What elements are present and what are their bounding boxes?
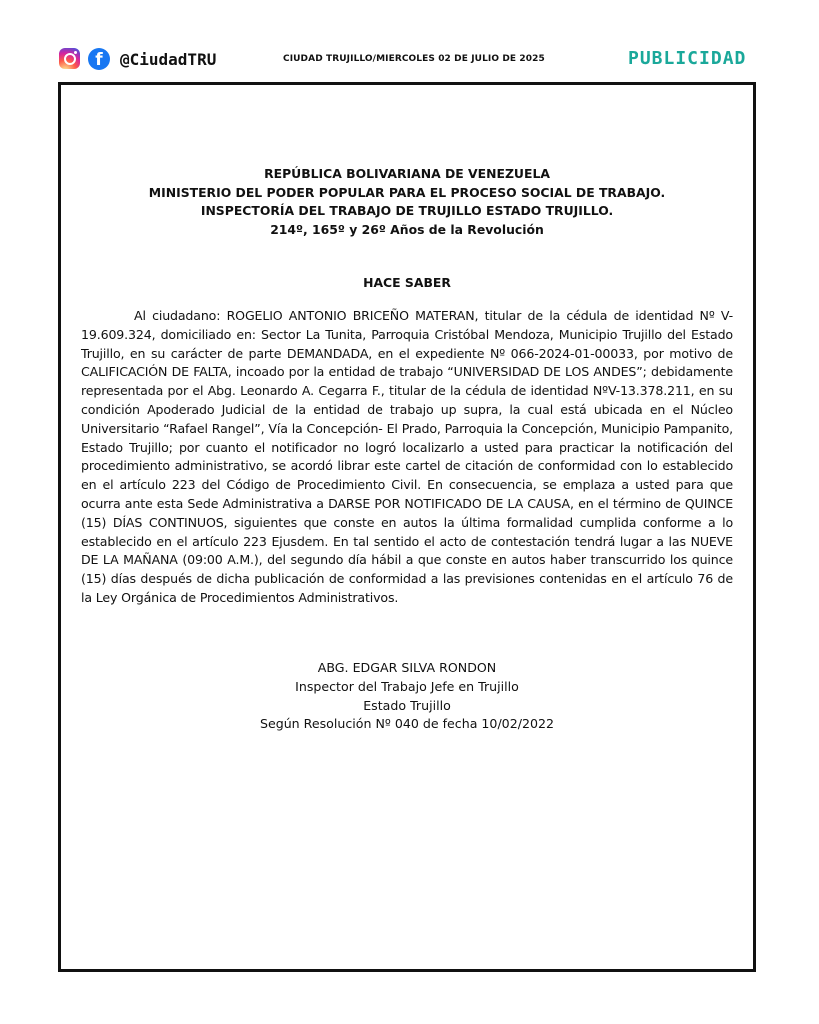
notice-box [58, 82, 756, 972]
heading-line: INSPECTORÍA DEL TRABAJO DE TRUJILLO ESTADO TRUJILLO. [200, 203, 614, 218]
page-header [0, 0, 819, 80]
heading-line: MINISTERIO DEL PODER POPULAR PARA EL PROCESO SOCIAL DE TRABAJO. [148, 184, 666, 200]
dateline: CIUDAD TRUJILLO/MIERCOLES 02 DE JULIO DE 2025 [283, 54, 545, 64]
publicidad-label: PUBLICIDAD [628, 48, 747, 69]
notice-subheading: HACE SABER [363, 275, 451, 290]
facebook-icon: f [88, 48, 110, 70]
instagram-icon [59, 48, 80, 69]
signature-title: Inspector del Trabajo Jefe en Trujillo [295, 678, 519, 694]
signature-name: ABG. EDGAR SILVA RONDON [317, 660, 497, 675]
signature-resolution: Según Resolución Nº 040 de fecha 10/02/2022 [259, 716, 555, 732]
signature-block [61, 659, 753, 734]
heading-line: REPÚBLICA BOLIVARIANA DE VENEZUELA [264, 166, 550, 181]
notice-body: Al ciudadano: ROGELIO ANTONIO BRICEÑO MATERAN, titular de la cédula de identidad Nº V-19.609.324, domiciliado en: Sector La Tunita, Parroquia Cristóbal Mendoza, Municipio Trujillo del Estado Trujillo, en su carácter de parte DEMANDADA, en el expediente Nº 066-2024-01-00033, por motivo de CALIFICACIÓN DE FALTA, incoado por la entidad de trabajo “UNIVERSIDAD DE LOS ANDES”; debidamente representada por el Abg. Leonardo A. Cegarra F., titular de la cédula de identidad NºV-13.378.211, en su condición Apoderado Judicial de la entidad de trabajo up supra, la cual está ubicada en el Núcleo Universitario “Rafael Rangel”, Vía la Concepción- El Prado, Parroquia la Concepción, Municipio Pampanito, Estado Trujillo; por cuanto el notificador no logró localizarlo a usted para practicar la notificación del procedimiento administrativo, se acordó librar este cartel de citación de conformidad con lo establecido en el artículo 223 del Código de Procedimiento Civil. En consecuencia, se emplaza a usted para que ocurra ante esta Sede Administrativa a DARSE POR NOTIFICADO DE LA CAUSA, en el término de QUINCE (15) DÍAS CONTINUOS, siguientes que conste en autos la última formalidad cumplida conforme a lo establecido en el artículo 223 Ejusdem. En tal sentido el acto de contestación tendrá lugar a las NUEVE DE LA MAÑANA (09:00 A.M.), del segundo día hábil a que conste en autos haber transcurrido los quince (15) días después de dicha publicación de conformidad a las previsiones contenidas en el artículo 76 de la Ley Orgánica de Procedimientos Administrativos. [81, 308, 733, 605]
notice-heading [61, 165, 753, 239]
signature-state: Estado Trujillo [363, 697, 451, 713]
heading-line: 214º, 165º y 26º Años de la Revolución [270, 221, 544, 237]
social-handle: @CiudadTRU [120, 50, 217, 69]
